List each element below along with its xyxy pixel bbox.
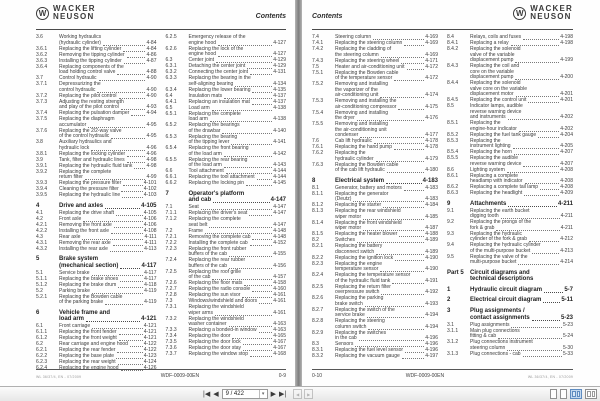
toc-entry: 6.1 Front carriage 4-121 [36, 323, 157, 330]
toc-entry: 6.5.4 Replacing the front bearing of the load arm 4-142 [165, 145, 286, 157]
toc-entry: 6.6.2 Replacing the locking pin 4-145 [165, 180, 286, 186]
footer-doc-code: WDF-0009-00EN [160, 373, 200, 379]
toc-entry: 7.6 Cab lift hydraulic 4-178 [312, 138, 438, 144]
next-page-button[interactable]: ▶ [270, 390, 276, 398]
toc-entry: 8.1.5 Replacing the heater blower 4-188 [312, 231, 438, 238]
toc-entry: 6.1.2 Replacing the front weight 4-121 [36, 335, 157, 342]
toc-entry: 8.2.5 Replacing the return filter overpressure switch 4-192 [312, 283, 438, 296]
toc-entry: 5.2 Parking brake 4-119 [36, 287, 157, 294]
toc-entry: 7.3.6 Replacing the door stay 4-167 [165, 345, 286, 352]
toc-entry: 8.5.5 Replacing the audible reverse warning device 4-207 [447, 155, 573, 167]
toc-entry: 6.2.2 Replacing the base plate 4-123 [36, 353, 157, 360]
toc-section-heading: 9 Attachments 4-211 [447, 200, 573, 207]
toc-section-heading: 3 Plug assignments / contact assignments 5-23 [447, 307, 573, 321]
wacker-neuson-wordmark: WACKER NEUSON [530, 4, 573, 22]
toc-entry: 8.1.1 Replacing the generator (Deutz) 4-183 [312, 190, 438, 203]
toc-entry: 3.9.4 Cleaning the pressure filter 4-102 [36, 186, 157, 192]
chevron-down-icon[interactable]: ▾ [259, 390, 267, 398]
toc-entry: 6.2.5 Emergency release of the engine hood 4-127 [165, 34, 286, 46]
toc-entry: 7.2.6 Replacing the floor mats 4-158 [165, 280, 286, 287]
toc-entry: 9.5 Replacing the valve of the multi-purpose bucket 4-214 [447, 253, 573, 266]
toc-section-heading: 1 Hydraulic circuit diagram 5-7 [447, 286, 573, 293]
toc-entry: 6.2.4 Replacing the engine hood 4-126 [36, 365, 157, 372]
wacker-neuson-wordmark: WACKER NEUSON [53, 4, 96, 22]
toc-entry: 8.3 Sensors 4-196 [312, 341, 438, 348]
toc-entry: 3.8.1 Replacing the locking cylinder 4-96 [36, 150, 157, 157]
toc-entry: 7.2.3 Replacing the front rubber buffers of the cab 4-155 [165, 245, 286, 258]
toc-entry: 5.2.1 Replacing the Bowden cable of the parking brake 4-119 [36, 293, 157, 306]
toc-entry: 6.5.1 Replacing the complete load arm 4-138 [165, 110, 286, 122]
toc-entry: 8.4.2 Replacing the solenoid valve of the variable displacement pump 4-199 [447, 46, 573, 63]
toc-entry: 9.2 Replacing the prongs of the fork & grab 4-211 [447, 219, 573, 231]
toc-entry: 8.1.2 Replacing the starter 4-184 [312, 202, 438, 209]
toc-entry: 8.6.1 Replacing a complete headlamp with indicator 4-208 [447, 172, 573, 184]
toc-entry: 4.2.1 Removing the front axle 4-106 [36, 221, 157, 228]
toc-entry: 7.3 Windows/windshield and doors 4-161 [165, 298, 286, 305]
footer-doc-code: WDF-0009-00EN [405, 373, 445, 379]
toc-column [312, 34, 438, 360]
toc-entry: 4.1 Replacing the drive shaft 4-105 [36, 209, 157, 216]
toc-entry: 3.9.5 Replacing the hydraulic line 4-103 [36, 192, 157, 198]
toc-entry: 8.5.4 Replacing the horn 4-207 [447, 149, 573, 155]
toc-entry: 6.2 Rear carriage and engine hood 4-122 [36, 341, 157, 348]
toc-entry: 3.7.5 Replacing the diaphragm accumulator 4-95 [36, 116, 157, 128]
toc-entry: 5.1 Service brake 4-117 [36, 269, 157, 276]
toc-section-heading: 8 Electrical system 4-183 [312, 177, 438, 184]
toc-entry: 6.4 Insulation mats 4-137 [165, 92, 286, 99]
toc-entry: 3.7.6 Replacing the 2/2-way valve of the control hydraulic 4-95 [36, 127, 157, 139]
toc-column [36, 34, 157, 372]
toc-entry: 8.2.3 Replacing the engine temperature sensor 4-190 [312, 260, 438, 273]
next-view-button[interactable]: ▶ [304, 389, 313, 399]
left-page-footer [36, 369, 286, 379]
toc-entry: 8.4.5 Replacing the control unit 4-201 [447, 97, 573, 103]
toc-entry: 7.3.1 Replacing the windshield wiper arms 4-161 [165, 304, 286, 316]
toc-entry: 9.3 Replacing the hydraulic cylinder of the fork & grab 4-212 [447, 230, 573, 243]
toc-entry: 3.1 Plug assignments 5-23 [447, 321, 573, 328]
toc-entry: 8.6.3 Replacing the headlight 4-209 [447, 190, 573, 196]
toc-entry: 7.2.2 Installing the complete cab 4-152 [165, 239, 286, 246]
toc-entry: 7.4.3 Replacing the steering wheel 4-171 [312, 57, 438, 64]
wacker-neuson-mark-icon: W [513, 7, 526, 20]
toc-entry: 7.1.2 Replacing the complete seat belt 4-147 [165, 216, 286, 228]
page-layout-switcher [550, 387, 597, 401]
toc-entry: 8.1 Generator, battery and motors 4-183 [312, 184, 438, 191]
previous-view-button[interactable]: ◀ [293, 389, 302, 399]
left-page-toc [36, 34, 286, 372]
toc-entry: 8.2.7 Replacing the switch of the service brake 4-194 [312, 306, 438, 319]
toc-entry: 8.6.2 Replacing a complete tail lamp 4-208 [447, 184, 573, 190]
single-page-view-icon[interactable] [550, 389, 557, 399]
footer-rule [36, 369, 286, 370]
toc-entry: 3.6 Working hydraulics (hydraulic cylinder) 4-84 [36, 34, 157, 46]
toc-section-heading: 4 Drive and axles 4-105 [36, 202, 157, 209]
first-page-button[interactable]: |◀ [203, 390, 211, 398]
toc-entry: 8.2 Switches 4-189 [312, 237, 438, 244]
toc-entry: 8.3.1 Replacing the fuel level sensor 4-196 [312, 347, 438, 354]
right-page [302, 0, 600, 386]
toc-entry: 3.7.1 Depressurizing the control hydraulic 4-90 [36, 81, 157, 93]
toc-entry: 8.4.4 Replacing the solenoid valve core on the variable displacement motor 4-201 [447, 80, 573, 97]
toc-section-heading: 7 Operator's platform and cab 4-147 [165, 190, 286, 204]
toc-entry: 6.1.1 Replacing the front fender 4-121 [36, 329, 157, 336]
toc-entry: 8.1.3 Replacing the rear windshield wiper motor 4-185 [312, 208, 438, 220]
continuous-scroll-view-icon[interactable] [560, 389, 567, 399]
toc-entry: 3.6.4 Replacing components of the load holding control valve 4-88 [36, 63, 157, 75]
toc-column [447, 35, 573, 355]
toc-entry: 3.9.2 Replacing the complete return filter 4-99 [36, 168, 157, 180]
toc-entry: 7.4.1 Replacing the steering column 4-169 [312, 40, 438, 46]
toc-entry: 7.1.1 Replacing the driver's seat 4-147 [165, 210, 286, 217]
toc-entry: 6.5.2 Replacing the bearings of the drawbar 4-140 [165, 122, 286, 134]
toc-entry: 3.7.3 Adjusting the resting strength and play of the pilot control 4-93 [36, 98, 157, 110]
toc-entry: 8.5.1 Replacing the engine-hour indicator 4-202 [447, 120, 573, 132]
toc-entry: 7.5 Heater and air-conditioning unit 4-172 [312, 63, 438, 70]
toc-section-heading: 5 Brake system (mechanical section) 4-117 [36, 256, 157, 269]
toc-entry: 3.7.4 Replacing the pulsation damper 4-94 [36, 110, 157, 116]
toc-entry: 3.1.2 Plug connections instrument steering column 5-30 [447, 339, 573, 351]
toc-section-heading: 2 Electrical circuit diagram 5-11 [447, 297, 573, 304]
toc-entry: 4.3.1 Removing the rear axle 4-111 [36, 239, 157, 246]
toc-entry: 7.2.7 Replacing the radio console 4-160 [165, 286, 286, 293]
right-page-footer [312, 369, 573, 379]
toc-entry: 3.9 Tank, filter and hydraulic lines 4-98 [36, 156, 157, 163]
toc-entry: 7.6.3 Replacing the Bowden cable of the cab lift hydraulic 4-180 [312, 161, 438, 173]
toc-entry: 6.2.6 Replacing the lock of the engine hood 4-127 [165, 45, 286, 57]
toc-entry: 8.1.4 Replacing the front windshield wiper motor 4-187 [312, 219, 438, 232]
right-page-header [312, 5, 573, 29]
toc-entry: 8.4.1 Replacing a relay 4-198 [447, 40, 573, 46]
toc-entry: 3.8 Auxiliary hydraulics and hydraulic lock 4-96 [36, 139, 157, 151]
wacker-neuson-logo [36, 5, 96, 22]
toc-entry: 8.3.2 Replacing the vacuum gauge 4-197 [312, 353, 438, 360]
toc-entry: 4.2 Front axle 4-106 [36, 215, 157, 222]
toc-entry: 5.1.2 Replacing the brake drum 4-118 [36, 281, 157, 288]
toc-entry: 7.3.4 Replacing the door 4-165 [165, 333, 286, 340]
header-rule [312, 29, 573, 30]
toc-entry: 3.6.3 Installing the tipping cylinder 4-87 [36, 57, 157, 64]
toc-entry: 8.4 Relays, coils and fuses 4-198 [447, 34, 573, 40]
toc-entry: 3.1.1 Main plug connections fitting & cab 5-24 [447, 327, 573, 340]
toc-entry: 3.7 Control hydraulic 4-90 [36, 75, 157, 81]
toc-entry: 7.3.2 Replacing the windshield washer container 4-163 [165, 315, 286, 328]
toc-entry: 6.6 Tool attachment 4-144 [165, 168, 286, 174]
toc-entry: 6.6.1 Replacing the tool attachment 4-144 [165, 174, 286, 180]
toc-entry: 8.5.3 Replacing the instrument lighting 4-205 [447, 137, 573, 149]
toc-entry: 7.6.1 Replacing the hand pump 4-178 [312, 144, 438, 150]
toc-entry: 6.2.1 Replacing the rear fender 4-122 [36, 347, 157, 354]
toc-entry: 6.2.3 Replacing the rear weight 4-124 [36, 359, 157, 366]
wacker-neuson-logo [513, 5, 573, 22]
toc-entry: 3.9.1 Replacing the hydraulic fluid tank 4-98 [36, 162, 157, 169]
right-page-toc [312, 34, 573, 360]
wacker-neuson-mark-icon: W [36, 7, 49, 20]
toc-entry: 9.1 Replacing the earth bucket digging tooth 4-211 [447, 207, 573, 220]
toc-entry: 4.2.2 Installing the front axle 4-108 [36, 227, 157, 234]
toc-entry: 3.1.3 Plug connections - cab 5-33 [447, 350, 573, 357]
toc-entry: 8.5 Indicator lamps, audible reverse warning device and instruments 4-202 [447, 103, 573, 120]
toc-entry: 3.6.2 Removing the tipping cylinder 4-86 [36, 51, 157, 58]
toc-entry: 7.3.7 Replacing the window stop 4-168 [165, 351, 286, 358]
toc-entry: 7.4.2 Replacing the cladding of the steering column 4-169 [312, 46, 438, 58]
toc-entry: 7.1 Seat 4-147 [165, 204, 286, 211]
footer-print-code: WL 36/37/4, EN - 07/2009 [527, 375, 573, 379]
toc-entry: 6.3.2 Connecting the center joint 4-131 [165, 69, 286, 75]
toc-entry: 3.7.2 Replacing the pilot control 4-90 [36, 92, 157, 99]
page-navigation [203, 387, 313, 401]
footer-rule [312, 369, 573, 370]
toc-entry: 6.3.3 Replacing the bearing in the self-aligning bearing 4-134 [165, 75, 286, 87]
toc-entry: 8.2.1 Replacing the battery disconnect switch 4-189 [312, 243, 438, 255]
left-page-header [36, 5, 286, 29]
toc-entry: 7.5.2 Removing and installing the vaporizer of the air-conditioning unit 4-174 [312, 81, 438, 98]
toc-entry: 7.2.5 Replacing the roof grille of the cab 4-157 [165, 268, 286, 281]
viewer-toolbar [0, 386, 600, 401]
toc-entry: 6.5.5 Replacing the rear bearing of the load arm 4-143 [165, 156, 286, 168]
toc-entry: 9.4 Replacing the hydraulic cylinder of the multi-purpose bucket 4-213 [447, 242, 573, 254]
page-gap [295, 0, 302, 386]
toc-entry: 8.2.2 Replacing the ignition lock 4-190 [312, 254, 438, 261]
contents-header-label: Contents [312, 13, 343, 20]
footer-page-number: 0-9 [278, 373, 286, 379]
toc-entry: 7.4 Steering column 4-169 [312, 34, 438, 40]
toc-entry: 8.4.3 Replacing the coil and core on the variable displacement pump 4-200 [447, 63, 573, 80]
toc-section-heading: 6 Vehicle frame and load arm 4-121 [36, 309, 157, 323]
toc-entry: 6.3.4 Replacing the lower bearing 4-135 [165, 86, 286, 93]
toc-entry: 7.5.5 Removing and installing the air-conditioning unit condenser 4-177 [312, 121, 438, 138]
toc-entry: 6.5.3 Replacing the bearing of the tipping lever 4-141 [165, 133, 286, 145]
toc-entry: 3.6.1 Replacing the lifting cylinder 4-84 [36, 45, 157, 52]
toc-entry: 7.6.2 Replacing the hydraulic cylinder 4-179 [312, 150, 438, 162]
view-history-buttons [293, 389, 313, 399]
toc-entry: 7.5.3 Removing and installing the air-conditioning compressor 4-175 [312, 98, 438, 110]
toc-entry: 7.2.8 Replacing the sun visor 4-161 [165, 292, 286, 299]
toc-entry: 8.2.8 Replacing the steering column switch 4-194 [312, 318, 438, 330]
page-number-input[interactable] [222, 389, 268, 399]
page-number-value[interactable]: 9 / 422 [225, 391, 244, 397]
toc-entry: 8.2.4 Replacing the temperature sensor of the hydraulic fluid tank 4-191 [312, 272, 438, 284]
toc-entry: 8.5.2 Replacing the fuel tank gauge 4-204 [447, 131, 573, 138]
toc-entry: 8.2.6 Replacing the parking brake switch 4-193 [312, 295, 438, 307]
two-page-view-icon[interactable] [570, 389, 582, 399]
toc-entry: 8.2.9 Replacing the switches in the cab 4-196 [312, 329, 438, 342]
left-page [0, 0, 295, 386]
toc-entry: 6.3 Center joint 4-129 [165, 57, 286, 63]
toc-entry: 7.2 Frame 4-148 [165, 227, 286, 234]
toc-entry: 7.2.4 Replacing the rear rubber buffers of the cab 4-156 [165, 257, 286, 269]
previous-page-button[interactable]: ◀ [213, 390, 219, 398]
toc-entry: 6.4.1 Replacing an insulation mat 4-137 [165, 98, 286, 105]
footer-page-number: 0-10 [312, 373, 323, 379]
toc-column [165, 34, 287, 358]
toc-entry: 3.9.3 Replacing the pressure filter 4-101 [36, 180, 157, 186]
toc-entry: 4.3.2 Installing the rear axle 4-113 [36, 245, 157, 252]
toc-entry: 7.3.3 Replacing a bonded-in window 4-163 [165, 327, 286, 334]
toc-entry: 4.3 Rear axle 4-111 [36, 233, 157, 240]
footer-print-code: WL 36/37/4, EN - 07/2009 [36, 375, 82, 379]
toc-entry: 6.3.1 Detaching the center joint 4-129 [165, 63, 286, 69]
two-page-scroll-view-icon[interactable] [585, 389, 597, 399]
toc-entry: 8.6 Lighting system 4-208 [447, 166, 573, 173]
toc-entry: 7.2.1 Removing the complete cab 4-148 [165, 233, 286, 240]
toc-entry: 7.5.1 Replacing the Bowden cable of the temperature sensor 4-172 [312, 69, 438, 81]
toc-entry: 7.5.4 Removing and installing the dryer 4-176 [312, 109, 438, 121]
contents-header-label: Contents [255, 13, 286, 20]
toc-entry: 7.3.5 Replacing the door lock 4-167 [165, 339, 286, 346]
header-rule [36, 29, 286, 30]
toc-entry: 5.1.1 Replacing the brake shoes 4-117 [36, 275, 157, 282]
toc-section-heading: Part 5 Circuit diagrams and technical descriptions [447, 269, 534, 283]
toc-entry: 6.5 Load arm 4-138 [165, 104, 286, 111]
last-page-button[interactable]: ▶| [278, 390, 287, 398]
